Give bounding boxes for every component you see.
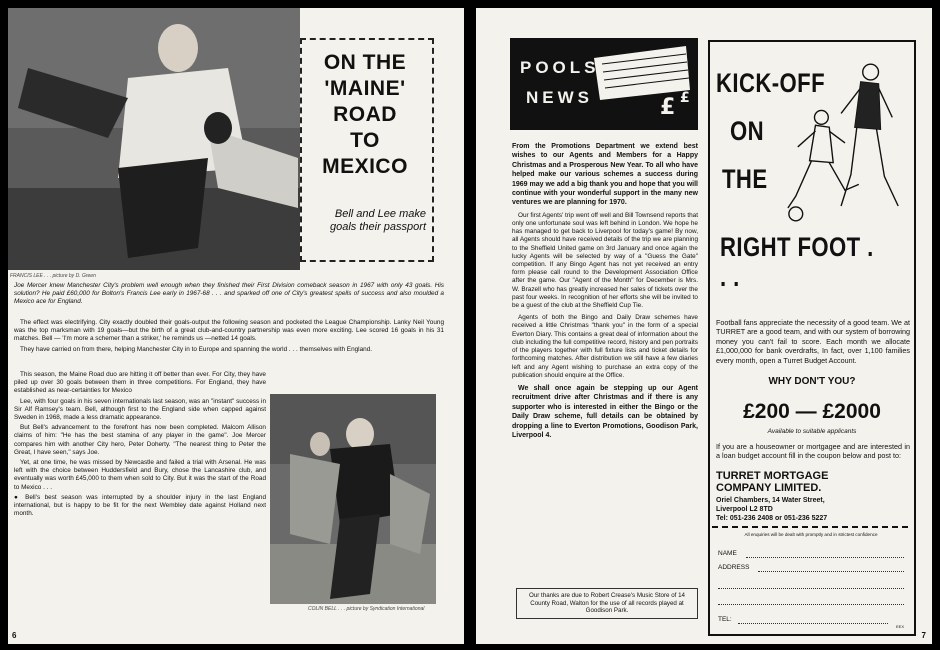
agents-trip-paragraph: Our first Agents' trip went off well and Bill Townsend reports that only one unfortunate soul was left behind in London. We hope he has managed to get back to Liverpool for today's game! By now, all Agents should have received details of the trip we are planning to the Sheffield United game on 3rd January and once again the lucky Agents will be selected by way of a "Guess the Gate" competition. If any Bingo Agent has not yet received an entry form please call round to the Development Association Office after the game. Our "Agent of the Month" for December is Mrs. W. Brazell who has greatly increased her sales of tickets over the past four weeks. In recognition of her efforts she will be invited to be a guest of the club at the Sheffield Cup Tie. — [512, 211, 699, 310]
headline — [302, 50, 428, 180]
paragraph-6: Yet, at one time, he was missed by Newcastle and failed a trial with Arsenal. He was left with the choice between Huddersfield and Bury, chose the Lancashire club, and eventually was worth £45,000 to them when sold to City. But it was the start of the Road to Mexico . . . — [14, 459, 266, 491]
paragraph-3: This season, the Maine Road duo are hitting it off better than ever. For City, they have piled up over 30 goals between them in three competitions. For England, they have established as near-certainties for Mexico — [14, 371, 266, 395]
francis-lee-photo — [8, 8, 300, 270]
ad-company-name — [716, 470, 828, 494]
pools-news-logo — [510, 38, 698, 130]
pools-news-art — [510, 38, 698, 130]
colin-bell-photo-art — [270, 394, 436, 604]
caption-colin-bell: COLIN BELL . . . picture by Syndication International — [308, 606, 425, 612]
ad-body: Football fans appreciate the necessity of a good team. We at TURRET are a good team, and with our system of borrowing money you can't fail to score. Each month we allocate £1,000,000 for bank overdrafts, In fact, over 1,100 families every month, open a Turret Budget Account. — [716, 318, 910, 365]
paragraph-2: They have carried on from there, helping Manchester City in to Europe and spanning the world . . . themselves with England. — [20, 345, 373, 353]
company-line-1: TURRET MORTGAGE — [716, 470, 829, 482]
ad-available-note: Available to suitable applicants — [767, 428, 857, 435]
paragraph-5: But Bell's advancement to the forefront has now been completed. Malcom Allison claims of him: "He has the best stamina of any player in the game". Joe Mercer compares him with another City hero, Peter Doherty. "The nearest thing to Peter the Great, I have seen," says Joe. — [14, 424, 266, 456]
paragraph-1: The effect was electrifying. City exactly doubled their goals-output the following season and pocketed the League Championship. Lanky Neil Young was the top marksman with 19 goals—but the birth of a great club-and-country partnership was even more exciting. Lee scored 16 goals in his 31 matches. Bell — 'I'm more a schemer than a striker,' he reminds us —netted 14 goals. — [14, 319, 444, 343]
headline-line-3: ROAD — [333, 103, 397, 126]
headline-line-1: ON THE — [323, 51, 407, 74]
address-field-line-2[interactable] — [718, 588, 904, 589]
tel-field[interactable] — [738, 623, 888, 624]
name-label: NAME — [718, 550, 737, 557]
colin-bell-photo — [270, 394, 436, 604]
name-field[interactable] — [746, 557, 904, 558]
pools-news-column — [512, 142, 698, 444]
address-line-2: Liverpool L2 8TD — [716, 506, 773, 513]
article-column — [14, 371, 266, 620]
left-page — [8, 8, 464, 644]
svg-text:£: £ — [660, 95, 676, 120]
right-page — [476, 8, 932, 644]
address-line-1: Oriel Chambers, 14 Water Street, — [716, 497, 825, 504]
ad-headline-4: RIGHT FOOT . . . — [720, 232, 874, 292]
paragraph-4: Lee, with four goals in his seven internationals last season, was an "instant" success in Sir Alf Ramsey's team. Bell, although first to the England side when capped against Sweden in 1968, made a less dramatic appearance. — [14, 397, 266, 422]
ad-headline-2: ON — [730, 116, 765, 146]
ad-call-to-action: If you are a houseowner or mortgagee and are interested in a loan budget account fill in the coupon below and post to: — [716, 442, 910, 461]
page-number-right: 7 — [921, 631, 926, 640]
ad-reference-code: EEX — [895, 624, 904, 629]
news-text: NEWS — [526, 88, 593, 107]
address-field[interactable] — [758, 571, 904, 572]
turret-mortgage-advert — [708, 40, 916, 636]
ad-why-dont-you: WHY DON'T YOU? — [768, 376, 856, 387]
headline-line-5: MEXICO — [322, 155, 408, 178]
address-label: ADDRESS — [718, 564, 750, 571]
tel-label: TEL: — [718, 616, 732, 623]
diary-paragraph: Agents of both the Bingo and Daily Draw schemes have received a little Christmas "thank you" in the form of a special Everton Diary. This contains a great deal of information about the club including the full competitive record, history and pen portraits of the players together with full fixture lists and ticket details for forthcoming matches. After distribution we still have a few diaries left and any Agent wishing to purchase an extra copy of the publication should enquire at the Office. — [512, 314, 698, 379]
ad-loan-amount: £200 — £2000 — [743, 400, 881, 423]
ad-headline-1: KICK-OFF — [716, 68, 826, 98]
pools-text: POOLS — [520, 58, 600, 77]
subtitle: Bell and Lee make goals their passport — [330, 208, 426, 233]
ad-headline-3: THE — [722, 164, 768, 194]
company-line-2: COMPANY LIMITED. — [716, 482, 822, 494]
page-number-left: 6 — [12, 631, 17, 640]
headline-box — [300, 38, 434, 262]
headline-line-4: TO — [350, 129, 380, 152]
headline-line-2: 'MAINE' — [324, 77, 406, 100]
intro-paragraph: Joe Mercer knew Manchester City's problem well enough when they finished their First Division comeback season in 1967 with only 43 goals. His solution? He paid £60,000 for Bolton's Francis Lee early in 1967-68 . . . and sparked off one of City's greatest spells of success and also moulded a Mexico ace for England. — [14, 282, 444, 306]
coupon-note: All enquiries will be dealt with promptly and in strictest confidence — [744, 532, 878, 537]
svg-text:£: £ — [680, 90, 690, 106]
address-line-3: Tel: 051-236 2408 or 051-236 5227 — [716, 515, 828, 522]
promotions-greeting: From the Promotions Department we extend best wishes to our Agents and Members for a Happy Christmas and a Prosperous New Year. To all who have helped make our various schemes a success during 1969 may we add a big thank you and hope that you will continue with your wonderful support in the many new ventures we are planning for 1970. — [512, 143, 698, 207]
article-intro — [14, 282, 444, 309]
francis-lee-photo-art — [8, 8, 300, 270]
footballers-illustration — [782, 58, 910, 226]
paragraph-7: ● Bell's best season was interrupted by a shoulder injury in the last England international, but is happy to be fit for the next Wembley date against Holland next month. — [14, 493, 266, 518]
recruitment-paragraph: We shall once again be stepping up our Agent recruitment drive after Christmas and if there is any supporter who is interested in either the Bingo or the Daily Draw scheme, full details can be obtained by dropping a line to Everton Promotions, Goodison Park, Liverpool 4. — [512, 384, 698, 439]
ad-address — [716, 496, 827, 523]
coupon — [712, 526, 908, 632]
caption-francis-lee: FRANCIS LEE . . . picture by D. Green — [10, 273, 96, 279]
address-field-line-3[interactable] — [718, 604, 904, 605]
music-store-thanks: Our thanks are due to Robert Crease's Music Store of 14 County Road, Walton for the use of all records played at Goodison Park. — [516, 588, 698, 619]
article-full-width — [14, 319, 444, 356]
